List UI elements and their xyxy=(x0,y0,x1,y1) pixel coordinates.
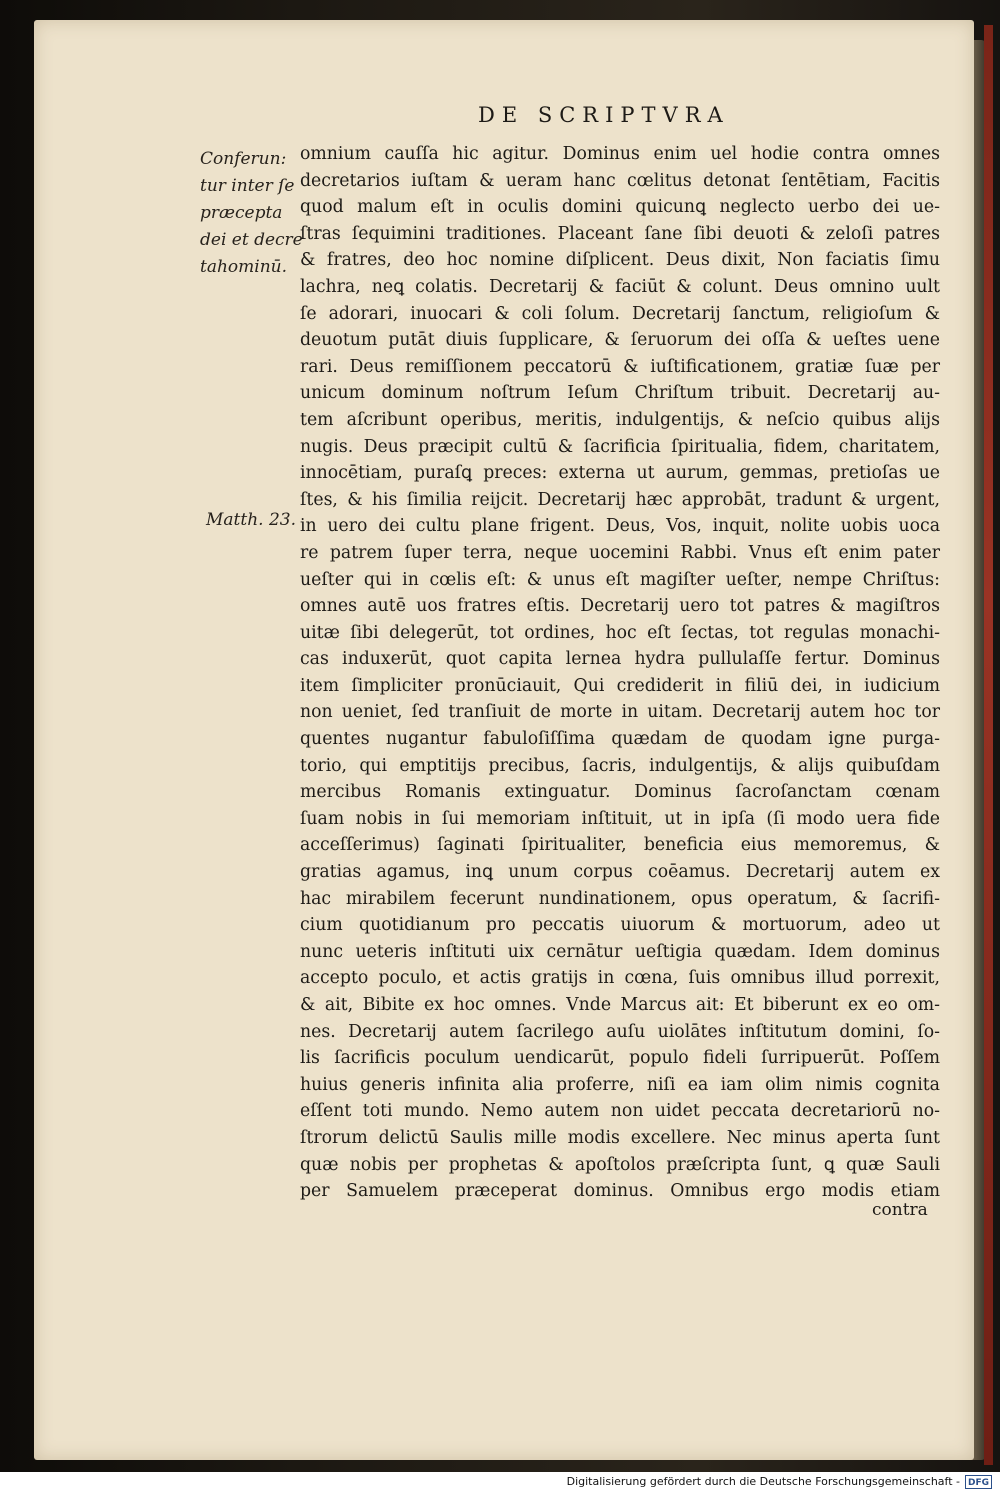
text-line: & ait, Bibite ex hoc omnes. Vnde Marcus ait: Et biberunt ex eo om- xyxy=(300,995,940,1015)
text-line: uitæ ſibi delegerūt, tot ordines, hoc eſt ſectas, tot regulas monachi- xyxy=(300,622,940,643)
text-line: nunc ueteris inſtituti uix cernātur ueſtigia quædam. Idem dominus xyxy=(300,941,940,962)
text-line: lis ſacrificis poculum uendicarūt, populo fideli ſurripuerūt. Poſſem xyxy=(300,1048,940,1069)
text-line: lachra, neꝗ colatis. Decretarij & faciūt & colunt. Deus omnino uult xyxy=(300,276,940,297)
text-line: item ſimpliciter pronūciauit, Qui crediderit in filiū dei, in iudicium xyxy=(300,675,940,696)
margin-note-line: tahominū. xyxy=(200,257,288,277)
running-header: DE SCRIPTVRA xyxy=(478,103,730,127)
text-line: torio, qui emptitijs precibus, ſacris, indulgentijs, & alijs quibuſdam xyxy=(300,755,940,776)
text-line: acceſſerimus) ſaginati ſpiritualiter, beneficia eius memoremus, & xyxy=(300,835,940,856)
text-line: tem aſcribunt operibus, meritis, indulgentijs, & neſcio quibus alijs xyxy=(300,409,940,430)
dfg-logo-icon: DFG xyxy=(965,1475,992,1489)
text-line: quod malum eſt in oculis domini quicunꝗ neglecto uerbo dei ue- xyxy=(300,197,940,218)
text-line: quentes nugantur fabuloſiſſima quædam de quodam igne purga- xyxy=(300,729,940,750)
text-line: nes. Decretarij autem ſacrilego auſu uiolātes inſtitutum domini, ſo- xyxy=(300,1021,940,1042)
text-line: ſtras ſequimini traditiones. Placeant ſane ſibi deuoti & zeloſi patres xyxy=(300,223,940,244)
text-line: nugis. Deus præcipit cultū & ſacrificia ſpiritualia, fidem, charitatem, xyxy=(300,436,940,457)
text-line: mercibus Romanis extinguatur. Dominus ſacroſanctam cœnam xyxy=(300,782,940,803)
text-line: accepto poculo, et actis gratijs in cœna, ſuis omnibus illud porrexit, xyxy=(300,968,940,989)
margin-note-line: Conferun: xyxy=(200,149,287,169)
catchword: contra xyxy=(872,1200,928,1220)
text-line: cas induxerūt, quot capita lernea hydra pullulaſſe fertur. Dominus xyxy=(300,649,940,670)
binding-strip xyxy=(984,25,993,1465)
text-line: decretarios iuſtam & ueram hanc cœlitus detonat ſentētiam, Facitis xyxy=(300,170,940,191)
text-line: & fratres, deo hoc nomine diſplicent. Deus dixit, Non faciatis ſimu xyxy=(300,250,940,271)
text-line: per Samuelem præceperat dominus. Omnibus ergo modis etiam xyxy=(300,1181,940,1202)
margin-note-line: præcepta xyxy=(200,203,283,223)
text-line: omnium cauſſa hic agitur. Dominus enim uel hodie contra omnes xyxy=(300,144,940,164)
text-line: cium quotidianum pro peccatis uiuorum & mortuorum, adeo ut xyxy=(300,915,940,936)
footer-bar xyxy=(0,1472,1000,1493)
text-line: in uero dei cultu plane frigent. Deus, Vos, inquit, nolite uobis uoca xyxy=(300,516,940,537)
text-line: ſtes, & his ſimilia reijcit. Decretarij hæc approbāt, tradunt & urgent, xyxy=(300,489,940,510)
text-line: ſuam nobis in ſui memoriam inſtituit, ut in ipſa (ſi modo uera fide xyxy=(300,808,940,829)
footer-credit: Digitalisierung gefördert durch die Deutsche Forschungsgemeinschaft - xyxy=(566,1475,960,1488)
margin-note-line: dei et decre xyxy=(200,230,303,250)
text-line: ſe adorari, inuocari & coli ſolum. Decretarij ſanctum, religioſum & xyxy=(300,303,940,324)
text-line: ueſter qui in cœlis eſt: & unus eſt magiſter ueſter, nempe Chriſtus: xyxy=(300,569,940,590)
body-text xyxy=(300,141,940,1205)
margin-note-matth: Matth. 23. xyxy=(206,510,296,530)
text-line: non ueniet, ſed tranſiuit de morte in uitam. Decretarij autem hoc tor xyxy=(300,702,940,723)
text-line: ſtrorum delictū Saulis mille modis excellere. Nec minus aperta ſunt xyxy=(300,1127,940,1148)
text-line: rari. Deus remiſſionem peccatorū & iuſtificationem, gratiæ ſuæ per xyxy=(300,356,940,377)
text-line: unicum dominum noſtrum Ieſum Chriſtum tribuit. Decretarij au- xyxy=(300,383,940,404)
text-line: deuotum putāt diuis ſupplicare, & ſeruorum dei oſſa & ueſtes uene xyxy=(300,330,940,351)
margin-note-line: tur inter ſe xyxy=(200,176,295,196)
margin-note-conferuntur xyxy=(200,146,303,281)
text-line: huius generis infinita alia proferre, niſi ea iam olim nimis cognita xyxy=(300,1074,940,1095)
text-line: gratias agamus, inꝗ unum corpus coēamus. Decretarij autem ex xyxy=(300,862,940,883)
text-line: eſſent toti mundo. Nemo autem non uidet peccata decretariorū no- xyxy=(300,1101,940,1122)
text-line: quæ nobis per prophetas & apoſtolos præſcripta ſunt, ꝗ quæ Sauli xyxy=(300,1154,940,1175)
text-line: innocētiam, puraſꝗ preces: externa ut aurum, gemmas, pretioſas ue xyxy=(300,463,940,484)
text-line: re patrem ſuper terra, neque uocemini Rabbi. Vnus eſt enim pater xyxy=(300,542,940,563)
text-line: hac mirabilem fecerunt nundinationem, opus operatum, & ſacrifi- xyxy=(300,888,940,909)
text-line: omnes autē uos fratres eſtis. Decretarij uero tot patres & magiſtros xyxy=(300,596,940,617)
